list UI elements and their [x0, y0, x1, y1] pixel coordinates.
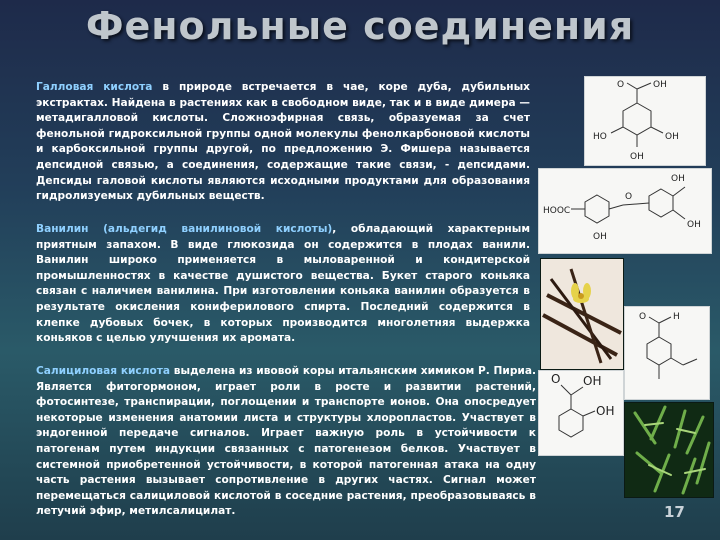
atom-label: OH [653, 80, 667, 90]
willow-leaves-photo-icon [625, 403, 713, 497]
paragraph-text: , обладающий характерным приятным запахом. В виде глюкозида он содержится в плодах ванили. Ванилин широко применяется в мыловаренной и кондитерской промышленностях в качестве душистого вещества. Букет старого коньяка связан с наличием ванилина. При изготовлении коньяка ванилин образуется в результате окисления кониферилового спирта. Последний содержится в клепке дубовых бочек, в которых производится многолетняя выдержка коньяков с целью улучшения их аромата. [36, 223, 530, 345]
paragraph-salicylic-acid [36, 364, 536, 520]
atom-label: OH [630, 152, 644, 162]
vanillin-structure [624, 306, 710, 400]
slide-title: Фенольные соединения [85, 4, 635, 48]
term-salicylic-acid: Салициловая кислота [36, 365, 171, 377]
vanilla-flower-photo-icon [541, 259, 623, 369]
atom-label: HO [593, 132, 607, 142]
term-gallic-acid: Галловая кислота [36, 81, 153, 93]
page-number: 17 [664, 503, 685, 521]
atom-label: OH [671, 174, 685, 184]
atom-label: OH [593, 232, 607, 242]
atom-label: OH [665, 132, 679, 142]
atom-label: HOOC [543, 206, 571, 216]
vanillin-svg [625, 307, 709, 399]
atom-label: O [625, 192, 633, 202]
atom-label: O [617, 80, 625, 90]
gallic-acid-svg [585, 77, 705, 165]
digallic-acid-svg [539, 169, 711, 253]
digallic-acid-structure [538, 168, 712, 254]
atom-label: H [673, 312, 680, 322]
atom-label: OH [687, 220, 701, 230]
gallic-acid-structure [584, 76, 706, 166]
vanilla-photo [540, 258, 624, 370]
willow-photo [624, 402, 714, 498]
atom-label: O [551, 372, 561, 386]
paragraph-vanillin [36, 222, 530, 347]
paragraph-text: в природе встречается в чае, коре дуба, дубильных экстрактах. Найдена в растениях как в свободном виде, так и в виде димера — метадигалловой кислоты. Сложноэфирная связь, образуемая за счет фенольной гидроксильной группы одной молекулы фенолкарбоновой кислоты и карбоксильной группы другой, по предложению Э. Фишера называется депсидной связью, а соединения, содержащие такие связи, - депсидами. Депсиды галовой кислоты являются исходными продуктами для образования гидролизуемых дубильных веществ. [36, 81, 530, 203]
term-vanillin: Ванилин (альдегид ванилиновой кислоты) [36, 223, 333, 235]
atom-label: OH [583, 374, 602, 388]
paragraph-text: выделена из ивовой коры итальянским химиком Р. Пириа. Является фитогормоном, играет роли в росте и развитии растений, фотосинтезе, транспирации, поглощении и транспорте ионов. Она опосредует некоторые изменения анатомии листа и структуры хлоропластов. Участвует в эндогенной передаче сигналов. Играет важную роль в устойчивости к патогенам путем индукции связанных с патогенезом белков. Участвует в системной приобретенной устойчивости, в которой патогенная атака на одну часть растения вызывает сопротивление в других частях. Сигнал может перемещаться салициловой кислотой в соседние растения, преобразовываясь в летучий эфир, метилсалицилат. [36, 365, 537, 518]
salicylic-acid-svg [539, 371, 623, 455]
atom-label: OH [596, 404, 615, 418]
paragraph-gallic-acid [36, 80, 530, 205]
atom-label: O [639, 312, 647, 322]
salicylic-acid-structure [538, 370, 624, 456]
